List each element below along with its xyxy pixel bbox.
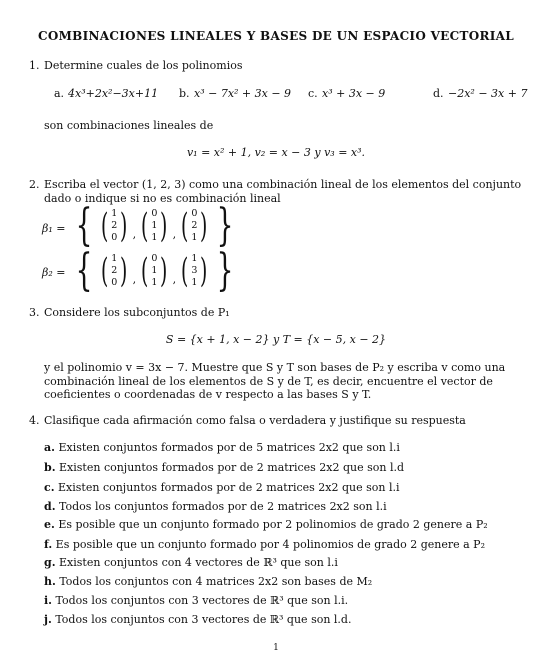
q1-text: Determine cuales de los polinomios	[44, 59, 243, 72]
right-paren: )	[120, 206, 128, 246]
q4-item-text: Existen conjuntos con 4 vectores de ℝ³ que son l.i	[59, 556, 338, 569]
q4-item-text: Todos los conjuntos formados por de 2 matrices 2x2 son l.i	[59, 500, 387, 513]
q2-number: 2.	[29, 178, 40, 191]
document-title: COMBINACIONES LINEALES Y BASES DE UN ESPACIO VECTORIAL	[38, 29, 514, 43]
right-paren: )	[120, 251, 128, 291]
vector-entry: 0	[191, 208, 198, 219]
q4-item-text: Todos los conjuntos con 4 matrices 2x2 son bases de M₂	[59, 575, 373, 588]
vector-entry: 2	[111, 265, 118, 276]
page-number: 1	[273, 643, 279, 653]
q4-item-e	[44, 518, 488, 531]
vector-entry: 2	[111, 220, 118, 231]
q4-item-text: Es posible que un conjunto formado por 2 polinomios de grado 2 genere a P₂	[58, 518, 488, 531]
beta1-vector-3	[191, 208, 197, 244]
beta1-vector-2	[151, 208, 157, 244]
beta1-vector-1	[111, 208, 117, 244]
beta2-vector-3	[191, 253, 197, 289]
q1-number: 1.	[29, 59, 40, 72]
q4-item-label: h.	[44, 575, 56, 588]
q4-item-text: Existen conjuntos formados por de 2 matrices 2x2 que son l.i	[58, 481, 400, 494]
beta2-label: β₂ =	[42, 266, 66, 279]
q3-text: Considere los subconjuntos de P₁	[44, 306, 230, 319]
q1-option-a: 4x³+2x²−3x+11	[68, 87, 159, 100]
left-paren: (	[141, 251, 149, 291]
left-paren: (	[100, 251, 109, 291]
right-paren: )	[200, 251, 208, 291]
q4-item-label: i.	[44, 594, 53, 607]
q1-option-b: x³ − 7x² + 3x − 9	[194, 87, 292, 100]
right-paren: )	[160, 251, 168, 291]
q4-item-text: Existen conjuntos formados por de 5 matrices 2x2 que son l.i	[58, 441, 400, 454]
q4-item-i	[44, 594, 348, 607]
q4-text: Clasifique cada afirmación como falsa o verdadera y justifique su respuesta	[44, 414, 466, 427]
beta1-set	[70, 200, 239, 251]
vector-entry: 3	[191, 265, 198, 276]
comma: ,	[172, 228, 177, 241]
vector-entry: 1	[191, 232, 198, 243]
q4-item-label: j.	[44, 613, 52, 626]
vector-entry: 2	[191, 220, 198, 231]
comma: ,	[132, 273, 137, 286]
q1-text2: son combinaciones lineales de	[44, 119, 214, 132]
beta2-vector-1	[111, 253, 117, 289]
right-brace: }	[216, 200, 234, 251]
right-brace: }	[216, 245, 234, 296]
q4-number: 4.	[29, 414, 40, 427]
left-paren: (	[141, 206, 149, 246]
q4-item-label: e.	[44, 518, 55, 531]
q4-item-label: c.	[44, 481, 55, 494]
vector-entry: 1	[151, 265, 158, 276]
vector-entry: 1	[191, 253, 198, 264]
q1-option-c: x³ + 3x − 9	[322, 87, 386, 100]
right-paren: )	[160, 206, 168, 246]
q4-item-b	[44, 461, 404, 474]
vector-entry: 1	[151, 277, 158, 288]
q4-item-j	[44, 613, 351, 626]
vector-entry: 1	[151, 220, 158, 231]
q4-item-label: d.	[44, 500, 56, 513]
q4-item-label: a.	[44, 441, 55, 454]
beta2-set	[70, 245, 239, 296]
q4-item-a	[44, 441, 400, 454]
q1-option-b-label: b.	[179, 87, 190, 100]
left-paren: (	[100, 206, 109, 246]
vector-entry: 1	[111, 208, 118, 219]
vector-entry: 0	[151, 253, 158, 264]
vector-entry: 1	[151, 232, 158, 243]
q3-text2: y el polinomio v = 3x − 7. Muestre que S y T son bases de P₂ y escriba v como una combinación lineal de los elementos de S y de T, es decir, encuentre el vector de coeficientes o coordenadas de v respecto a las bases S y T.	[44, 361, 506, 401]
vector-entry: 1	[191, 277, 198, 288]
q4-item-text: Existen conjuntos formados por de 2 matrices 2x2 que son l.d	[59, 461, 405, 474]
left-paren: (	[181, 206, 189, 246]
q4-item-label: b.	[44, 461, 56, 474]
left-paren: (	[181, 251, 189, 291]
q4-item-text: Todos los conjuntos con 3 vectores de ℝ³ que son l.i.	[55, 594, 349, 607]
vector-entry: 0	[111, 232, 118, 243]
q4-item-text: Todos los conjuntos con 3 vectores de ℝ³ que son l.d.	[55, 613, 352, 626]
vector-entry: 1	[111, 253, 118, 264]
q4-item-h	[44, 575, 372, 588]
beta2-vector-2	[151, 253, 157, 289]
left-brace: {	[75, 200, 93, 251]
vector-entry: 0	[151, 208, 158, 219]
q4-item-d	[44, 500, 387, 513]
q1-option-d: −2x² − 3x + 7	[448, 87, 528, 100]
q4-item-g	[44, 556, 338, 569]
q1-vectors: v₁ = x² + 1, v₂ = x − 3 y v₃ = x³.	[186, 146, 366, 159]
q2-text: Escriba el vector (1, 2, 3) como una combinación lineal de los elementos del conjunto dado o indique si no es combinación lineal	[44, 178, 522, 205]
q4-item-text: Es posible que un conjunto formado por 4 polinomios de grado 2 genere a P₂	[55, 538, 485, 551]
q4-item-label: f.	[44, 538, 53, 551]
q1-option-a-label: a.	[54, 87, 65, 100]
q3-number: 3.	[29, 306, 40, 319]
comma: ,	[172, 273, 177, 286]
q4-item-c	[44, 481, 400, 494]
beta1-label: β₁ =	[42, 222, 66, 235]
comma: ,	[132, 228, 137, 241]
right-paren: )	[200, 206, 208, 246]
left-brace: {	[75, 245, 93, 296]
vector-entry: 0	[111, 277, 118, 288]
q3-sets: S = {x + 1, x − 2} y T = {x − 5, x − 2}	[165, 333, 387, 346]
q1-option-c-label: c.	[308, 87, 318, 100]
q1-option-d-label: d.	[433, 87, 444, 100]
q4-item-label: g.	[44, 556, 56, 569]
q4-item-f	[44, 538, 485, 551]
